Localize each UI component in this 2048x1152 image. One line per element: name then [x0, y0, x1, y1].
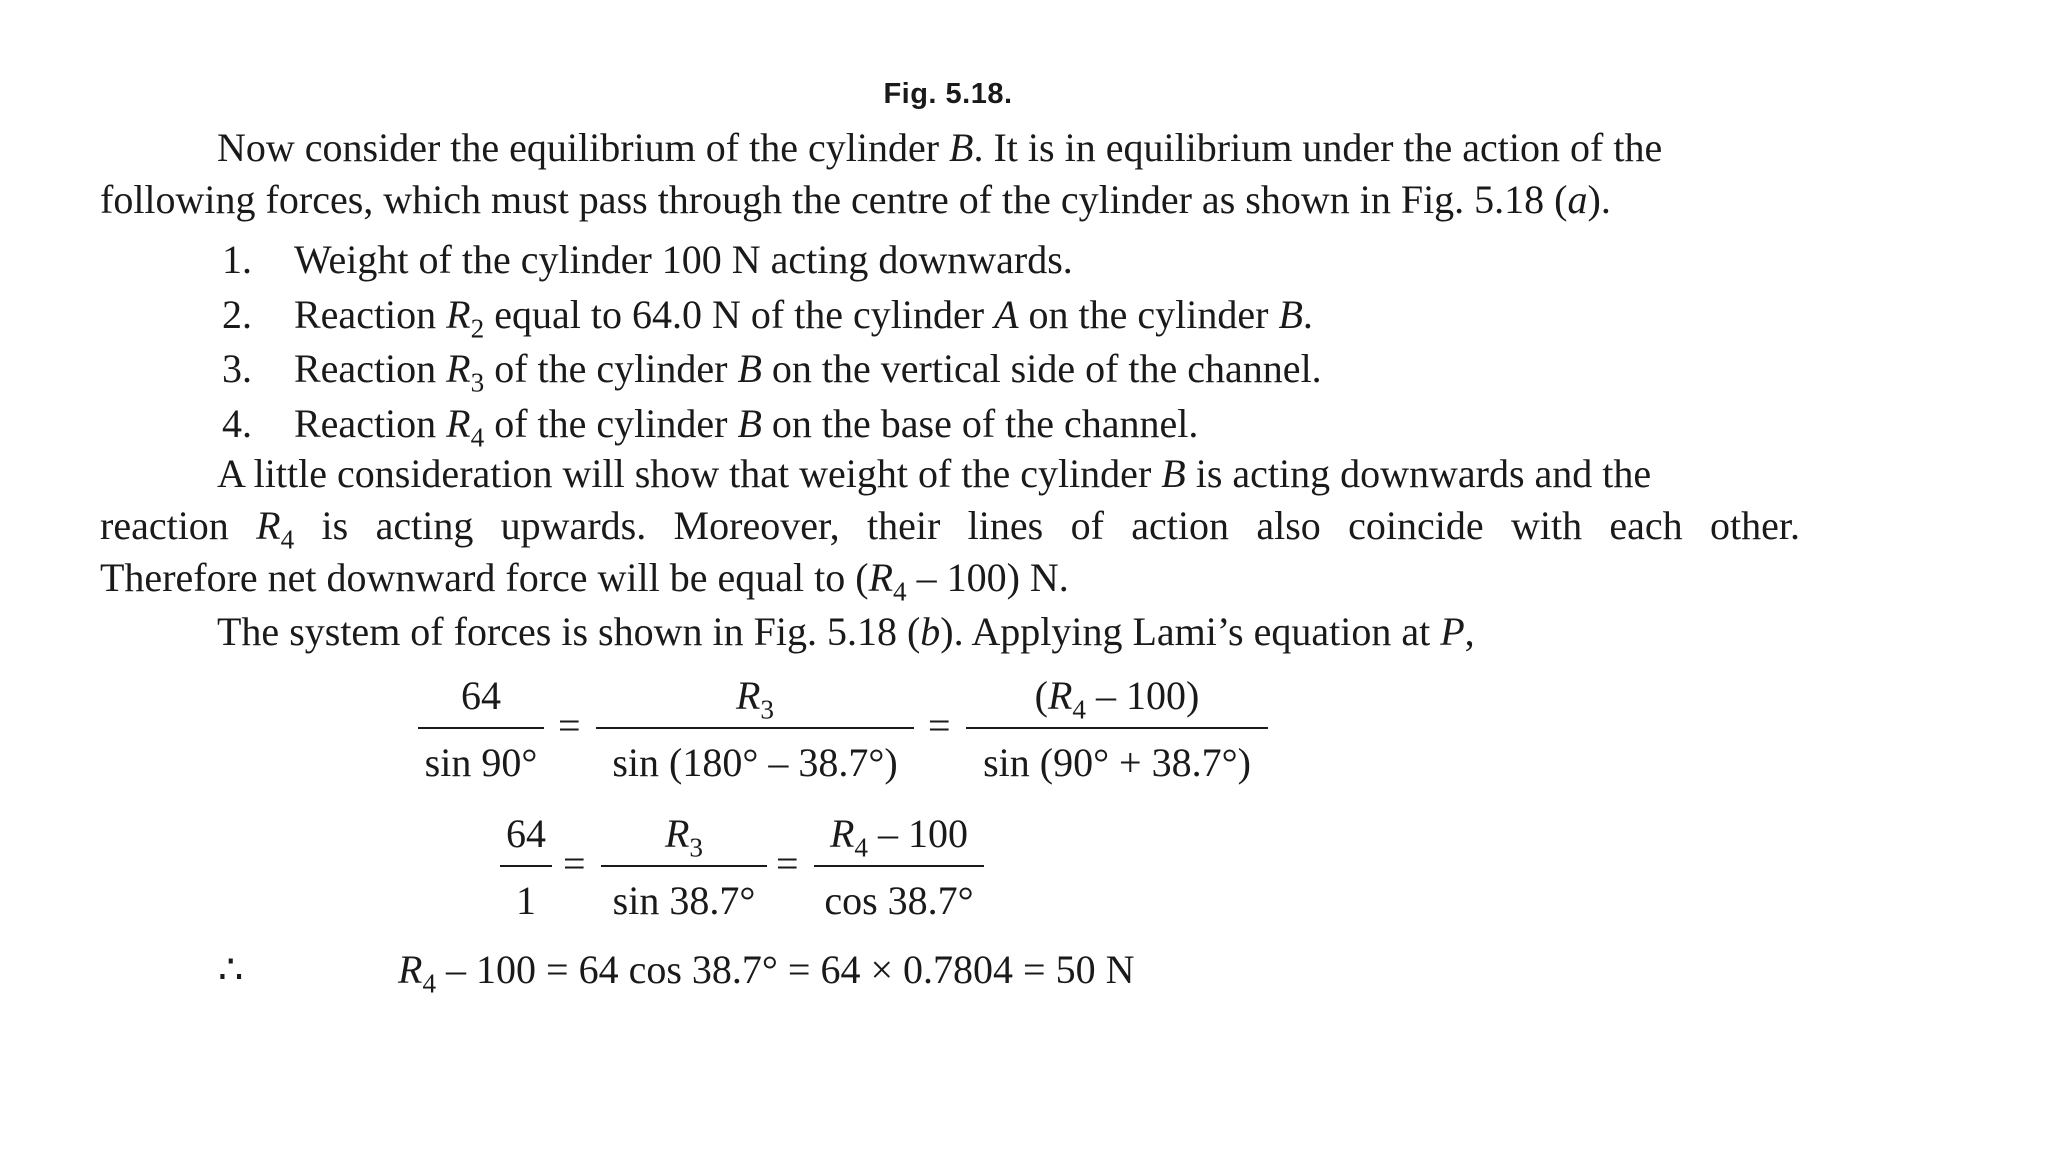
eq2-equals-1: =	[563, 841, 586, 886]
figure-caption: Fig. 5.18.	[883, 78, 1013, 110]
eq2-fraction-2: $R_3$ sin 38.7°	[601, 810, 767, 924]
para2-line1: A little consideration will show that weight of the cylinder B is acting downwards and the	[217, 451, 1652, 496]
para3: The system of forces is shown in Fig. 5.18 (b). Applying Lami’s equation at P,	[217, 609, 1475, 654]
para2-line2: reaction $R_4$ is acting upwards. Moreover, their lines of action also coincide with each other.	[100, 503, 1801, 555]
eq1-equals-2: =	[928, 703, 951, 748]
eq2-equals-2: =	[776, 841, 799, 886]
eq2-fraction-1: 64 1	[500, 810, 552, 924]
therefore-symbol: ∴	[218, 947, 244, 992]
eq1-fraction-1: 64 sin 90°	[418, 672, 544, 786]
para1-line1: Now consider the equilibrium of the cylinder B. It is in equilibrium under the action of the	[217, 125, 1663, 170]
eq1-fraction-2: $R_3$ sin (180° – 38.7°)	[596, 672, 914, 786]
eq2-fraction-3: $R_4 - 100$ cos 38.7°	[814, 810, 984, 924]
eq1-equals-1: =	[558, 703, 581, 748]
para2-line3: Therefore net downward force will be equal to $(R_4 - 100)$ N.	[100, 555, 1069, 607]
eq1-fraction-3: $(R_4 - 100)$ sin (90° + 38.7°)	[966, 672, 1268, 786]
result-equation: $R_4 - 100 = 64$ cos 38.7° = 64 × 0.7804 = 50 N	[398, 947, 1135, 999]
para1-line2: following forces, which must pass through the centre of the cylinder as shown in Fig. 5.18 (a).	[100, 177, 1611, 222]
